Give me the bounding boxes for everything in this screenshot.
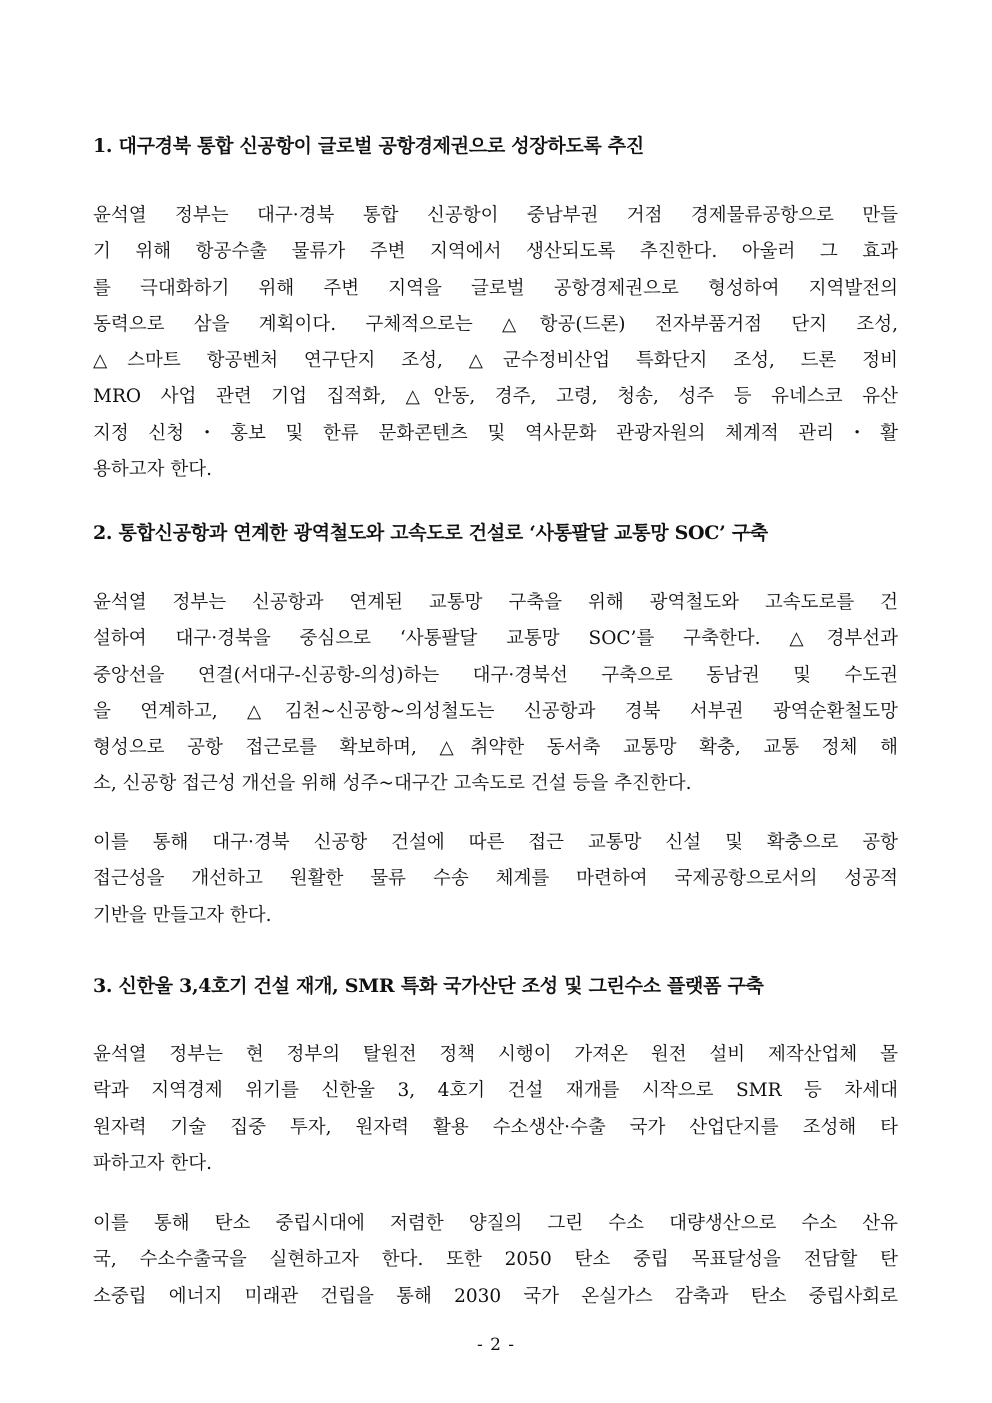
text-line: 용하고자 한다.: [93, 459, 212, 481]
text-line: 를 극대화하기 위해 주변 지역을 글로벌 공항경제권으로 형성하여 지역발전의: [93, 277, 898, 299]
section-2-paragraph-1: [93, 585, 898, 803]
section-1-heading: 1. 대구경북 통합 신공항이 글로벌 공항경제권으로 성장하도록 추진: [93, 135, 644, 157]
text-line: 기 위해 항공수출 물류가 주변 지역에서 생산되도록 추진한다. 아울러 그 효과: [93, 241, 898, 263]
text-line: 지정 신청・홍보 및 한류 문화콘텐츠 및 역사문화 관광자원의 체계적 관리・활: [93, 422, 898, 444]
text-line: 설하여 대구·경북을 중심으로 ‘사통팔달 교통망 SOC’를 구축한다. △경부선과: [93, 628, 898, 650]
text-line: 원자력 기술 집중 투자, 원자력 활용 수소생산·수출 국가 산업단지를 조성해 타: [93, 1116, 898, 1138]
text-line: 윤석열 정부는 신공항과 연계된 교통망 구축을 위해 광역철도와 고속도로를 건: [93, 592, 898, 613]
text-line: 형성으로 공항 접근로를 확보하며, △취약한 동서축 교통망 확충, 교통 정체 해: [93, 737, 898, 759]
text-line: 윤석열 정부는 현 정부의 탈원전 정책 시행이 가져온 원전 설비 제작산업체 몰: [93, 1044, 898, 1065]
text-line: 국, 수소수출국을 실현하고자 한다. 또한 2050 탄소 중립 목표달성을 전담할 탄: [93, 1249, 898, 1271]
text-line: 소, 신공항 접근성 개선을 위해 성주~대구간 고속도로 건설 등을 추진한다.: [93, 773, 692, 795]
text-line: 이를 통해 탄소 중립시대에 저렴한 양질의 그린 수소 대량생산으로 수소 산유: [93, 1213, 898, 1234]
text-line: 중앙선을 연결(서대구-신공항-의성)하는 대구·경북선 구축으로 동남권 및 수도권: [93, 664, 898, 686]
text-line: 기반을 만들고자 한다.: [93, 904, 272, 926]
text-line: 윤석열 정부는 대구·경북 통합 신공항이 중남부권 거점 경제물류공항으로 만들: [93, 205, 898, 226]
section-1-paragraph-1: [93, 198, 898, 488]
section-2-paragraph-2: [93, 825, 898, 934]
text-line: 락과 지역경제 위기를 신한울 3, 4호기 건설 재개를 시작으로 SMR 등 차세대: [93, 1080, 898, 1102]
section-3-paragraph-1: [93, 1037, 898, 1182]
section-2-heading: 2. 통합신공항과 연계한 광역철도와 고속도로 건설로 ‘사통팔달 교통망 SOC’ 구축: [93, 522, 768, 544]
text-line: MRO 사업 관련 기업 집적화, △안동, 경주, 고령, 청송, 성주 등 유네스코 유산: [93, 386, 898, 408]
section-3-paragraph-2: [93, 1206, 898, 1315]
text-line: 을 연계하고, △김천~신공항~의성철도는 신공항과 경북 서부권 광역순환철도망: [93, 700, 898, 722]
text-line: △스마트 항공벤처 연구단지 조성, △군수정비산업 특화단지 조성, 드론 정비: [93, 350, 898, 372]
text-line: 파하고자 한다.: [93, 1152, 212, 1174]
text-line: 이를 통해 대구·경북 신공항 건설에 따른 접근 교통망 신설 및 확충으로 공항: [93, 832, 898, 853]
text-line: 소중립 에너지 미래관 건립을 통해 2030 국가 온실가스 감축과 탄소 중립사회로: [93, 1285, 898, 1307]
text-line: 동력으로 삼을 계획이다. 구체적으로는 △항공(드론) 전자부품거점 단지 조성,: [93, 313, 898, 335]
page-number: - 2 -: [476, 1335, 516, 1355]
section-3-heading: 3. 신한울 3,4호기 건설 재개, SMR 특화 국가산단 조성 및 그린수소 플랫폼 구축: [93, 975, 764, 997]
text-line: 접근성을 개선하고 원활한 물류 수송 체계를 마련하여 국제공항으로서의 성공적: [93, 868, 898, 890]
